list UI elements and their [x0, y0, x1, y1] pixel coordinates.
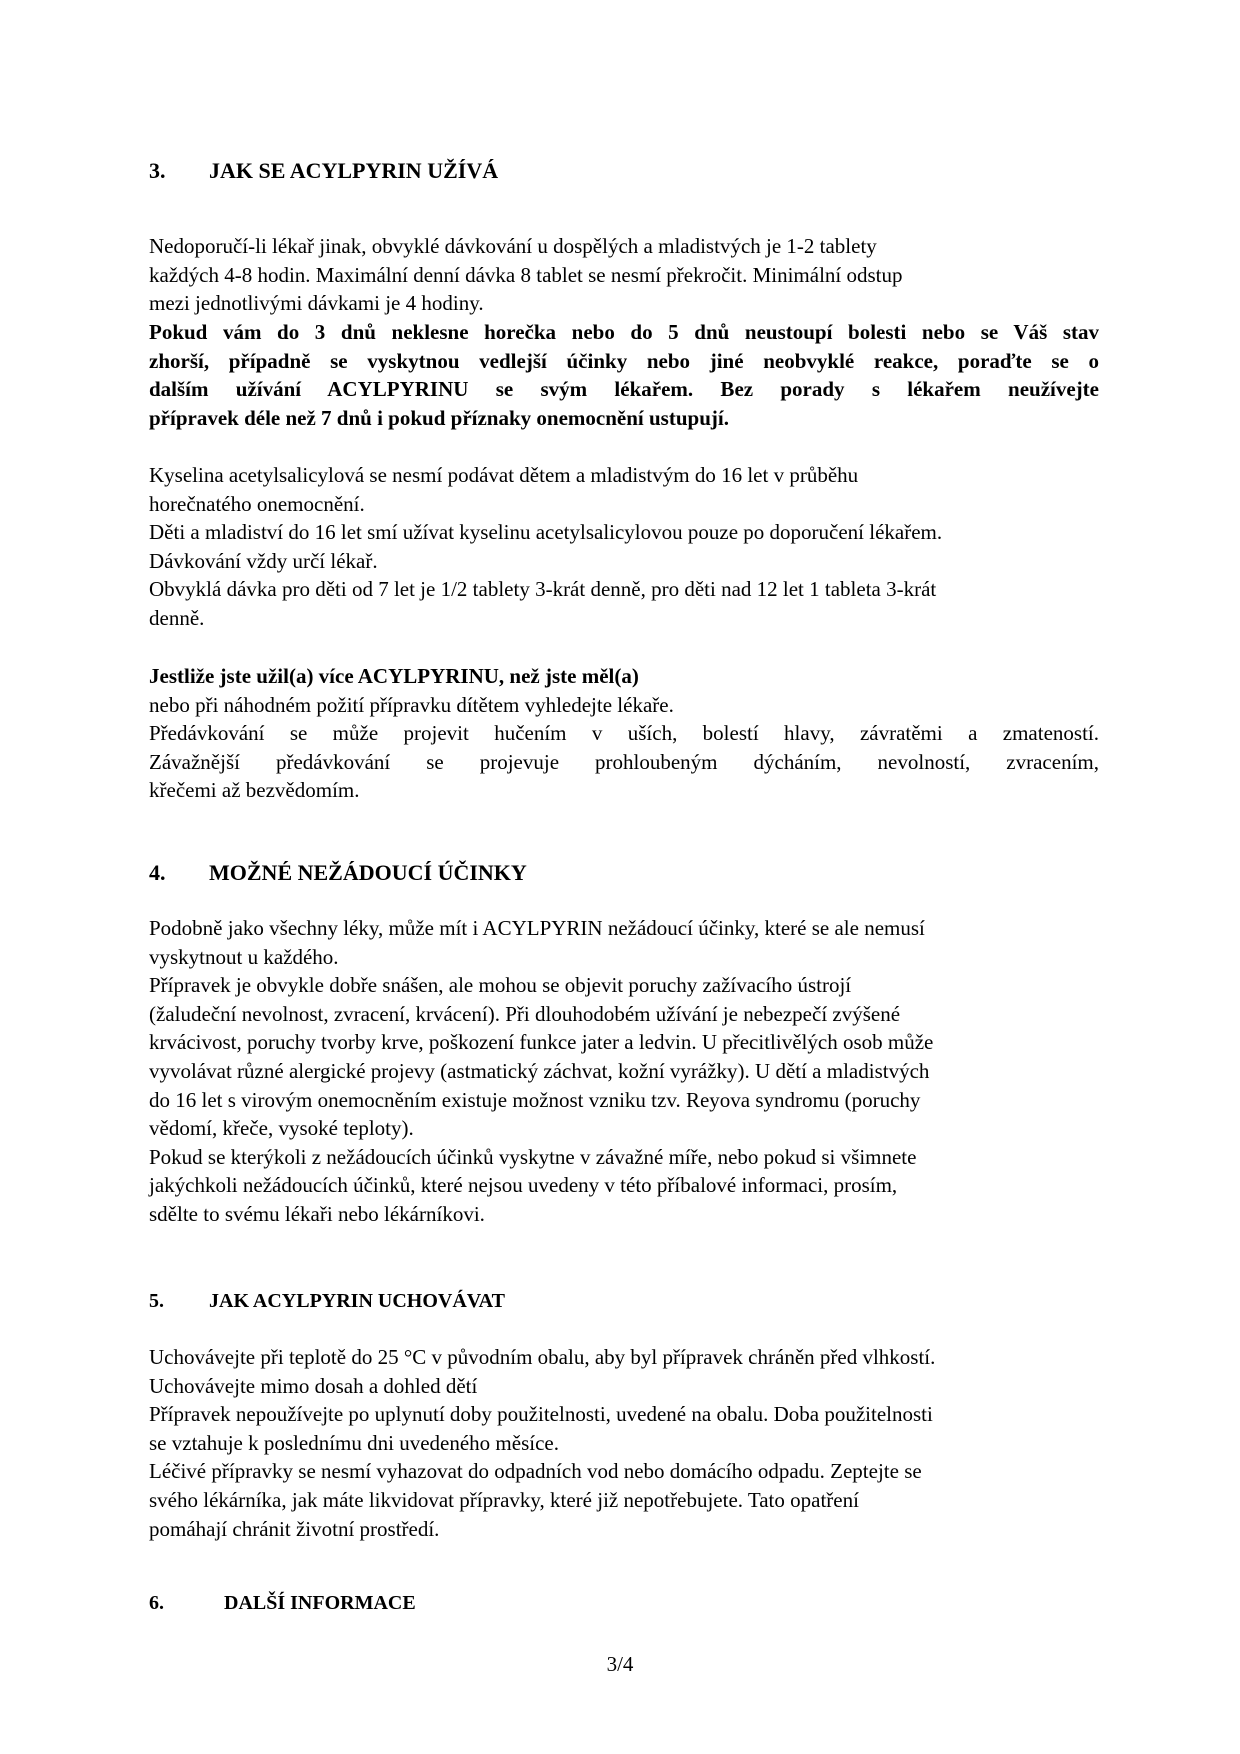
section-number: 4. [149, 860, 166, 885]
section-5-heading [149, 1290, 505, 1313]
text-line: vědomí, křeče, vysoké teploty). [149, 1116, 414, 1141]
text-line: každých 4-8 hodin. Maximální denní dávka 8 tablet se nesmí překročit. Minimální odstup [149, 262, 903, 287]
text-line: Pokud vám do 3 dnů neklesne horečka nebo do 5 dnů neustoupí bolesti nebo se Váš stav [149, 320, 1099, 344]
text-line: zhorší, případně se vyskytnou vedlejší účinky nebo jiné neobvyklé reakce, poraďte se o [149, 348, 1099, 373]
section-title: JAK SE ACYLPYRIN UŽÍVÁ [209, 158, 499, 183]
page-number: 3/4 [606, 1652, 634, 1676]
text-line: do 16 let s virovým onemocněním existuje možnost vzniku tzv. Reyova syndromu (poruchy [149, 1087, 921, 1112]
dosage-paragraph [149, 232, 1099, 318]
section-title: JAK ACYLPYRIN UCHOVÁVAT [209, 1290, 505, 1312]
text-line: se vztahuje k poslednímu dni uvedeného měsíce. [149, 1430, 559, 1455]
text-line: Pokud se kterýkoli z nežádoucích účinků vyskytne v závažné míře, nebo pokud si všimnete [149, 1144, 917, 1169]
section-number: 3. [149, 158, 166, 183]
text-line: krvácivost, poruchy tvorby krve, poškození funkce jater a ledvin. U přecitlivělých osob může [149, 1030, 934, 1055]
section-4-heading [149, 860, 527, 886]
text-line: nebo při náhodném požití přípravku dítětem vyhledejte lékaře. [149, 692, 674, 717]
text-line: denně. [149, 605, 205, 630]
text-line: pomáhají chránit životní prostředí. [149, 1516, 440, 1541]
text-line: Kyselina acetylsalicylová se nesmí podávat dětem a mladistvým do 16 let v průběhu [149, 463, 859, 487]
text-line: Nedoporučí-li lékař jinak, obvyklé dávkování u dospělých a mladistvých je 1-2 tablety [149, 234, 877, 258]
text-line: sdělte to svému lékaři nebo lékárníkovi. [149, 1201, 485, 1226]
section-title: MOŽNÉ NEŽÁDOUCÍ ÚČINKY [209, 860, 527, 885]
text-line: Přípravek nepoužívejte po uplynutí doby použitelnosti, uvedené na obalu. Doba použitelnosti [149, 1402, 933, 1427]
section-title: DALŠÍ INFORMACE [224, 1592, 416, 1614]
text-line: mezi jednotlivými dávkami je 4 hodiny. [149, 291, 484, 316]
text-line: jakýchkoli nežádoucích účinků, které nejsou uvedeny v této příbalové informaci, prosím, [149, 1173, 898, 1198]
text-line: Obvyklá dávka pro děti od 7 let je 1/2 tablety 3-krát denně, pro děti nad 12 let 1 tableta 3-krát [149, 577, 937, 602]
text-line: Podobně jako všechny léky, může mít i ACYLPYRIN nežádoucí účinky, které se ale nemusí [149, 916, 925, 940]
text-line: Uchovávejte mimo dosah a dohled dětí [149, 1373, 478, 1398]
text-line: dalším užívání ACYLPYRINU se svým lékařem. Bez porady s lékařem neužívejte [149, 377, 1099, 402]
section-6-heading [149, 1592, 416, 1615]
section-number: 6. [149, 1592, 164, 1614]
text-line: Dávkování vždy určí lékař. [149, 548, 378, 573]
children-paragraph [149, 461, 1099, 633]
overdose-paragraph [149, 662, 1099, 805]
text-line: Děti a mladiství do 16 let smí užívat kyselinu acetylsalicylovou pouze po doporučení lékařem. [149, 520, 943, 545]
storage-paragraph [149, 1343, 1099, 1543]
text-line: Předávkování se může projevit hučením v uších, bolestí hlavy, závratěmi a zmateností. [149, 721, 1099, 746]
text-line: svého lékárníka, jak máte likvidovat přípravky, které již nepotřebujete. Tato opatření [149, 1487, 859, 1512]
side-effects-paragraph [149, 914, 1099, 1229]
text-line: horečnatého onemocnění. [149, 491, 365, 516]
overdose-heading: Jestliže jste užil(a) více ACYLPYRINU, než jste měl(a) [149, 664, 639, 688]
text-line: křečemi až bezvědomím. [149, 778, 360, 803]
warning-paragraph [149, 318, 1099, 432]
text-line: vyvolávat různé alergické projevy (astmatický záchvat, kožní vyrážky). U dětí a mladistvých [149, 1058, 930, 1083]
text-line: Uchovávejte při teplotě do 25 °C v původním obalu, aby byl přípravek chráněn před vlhkostí. [149, 1345, 936, 1369]
section-number: 5. [149, 1290, 164, 1312]
text-line: (žaludeční nevolnost, zvracení, krvácení). Při dlouhodobém užívání je nebezpečí zvýšené [149, 1001, 901, 1026]
text-line: přípravek déle než 7 dnů i pokud příznaky onemocnění ustupují. [149, 405, 729, 430]
text-line: vyskytnout u každého. [149, 944, 339, 969]
section-3-heading [149, 158, 498, 184]
text-line: Závažnější předávkování se projevuje prohloubeným dýcháním, nevolností, zvracením, [149, 749, 1099, 774]
text-line: Přípravek je obvykle dobře snášen, ale mohou se objevit poruchy zažívacího ústrojí [149, 973, 852, 998]
text-line: Léčivé přípravky se nesmí vyhazovat do odpadních vod nebo domácího odpadu. Zeptejte se [149, 1459, 922, 1484]
